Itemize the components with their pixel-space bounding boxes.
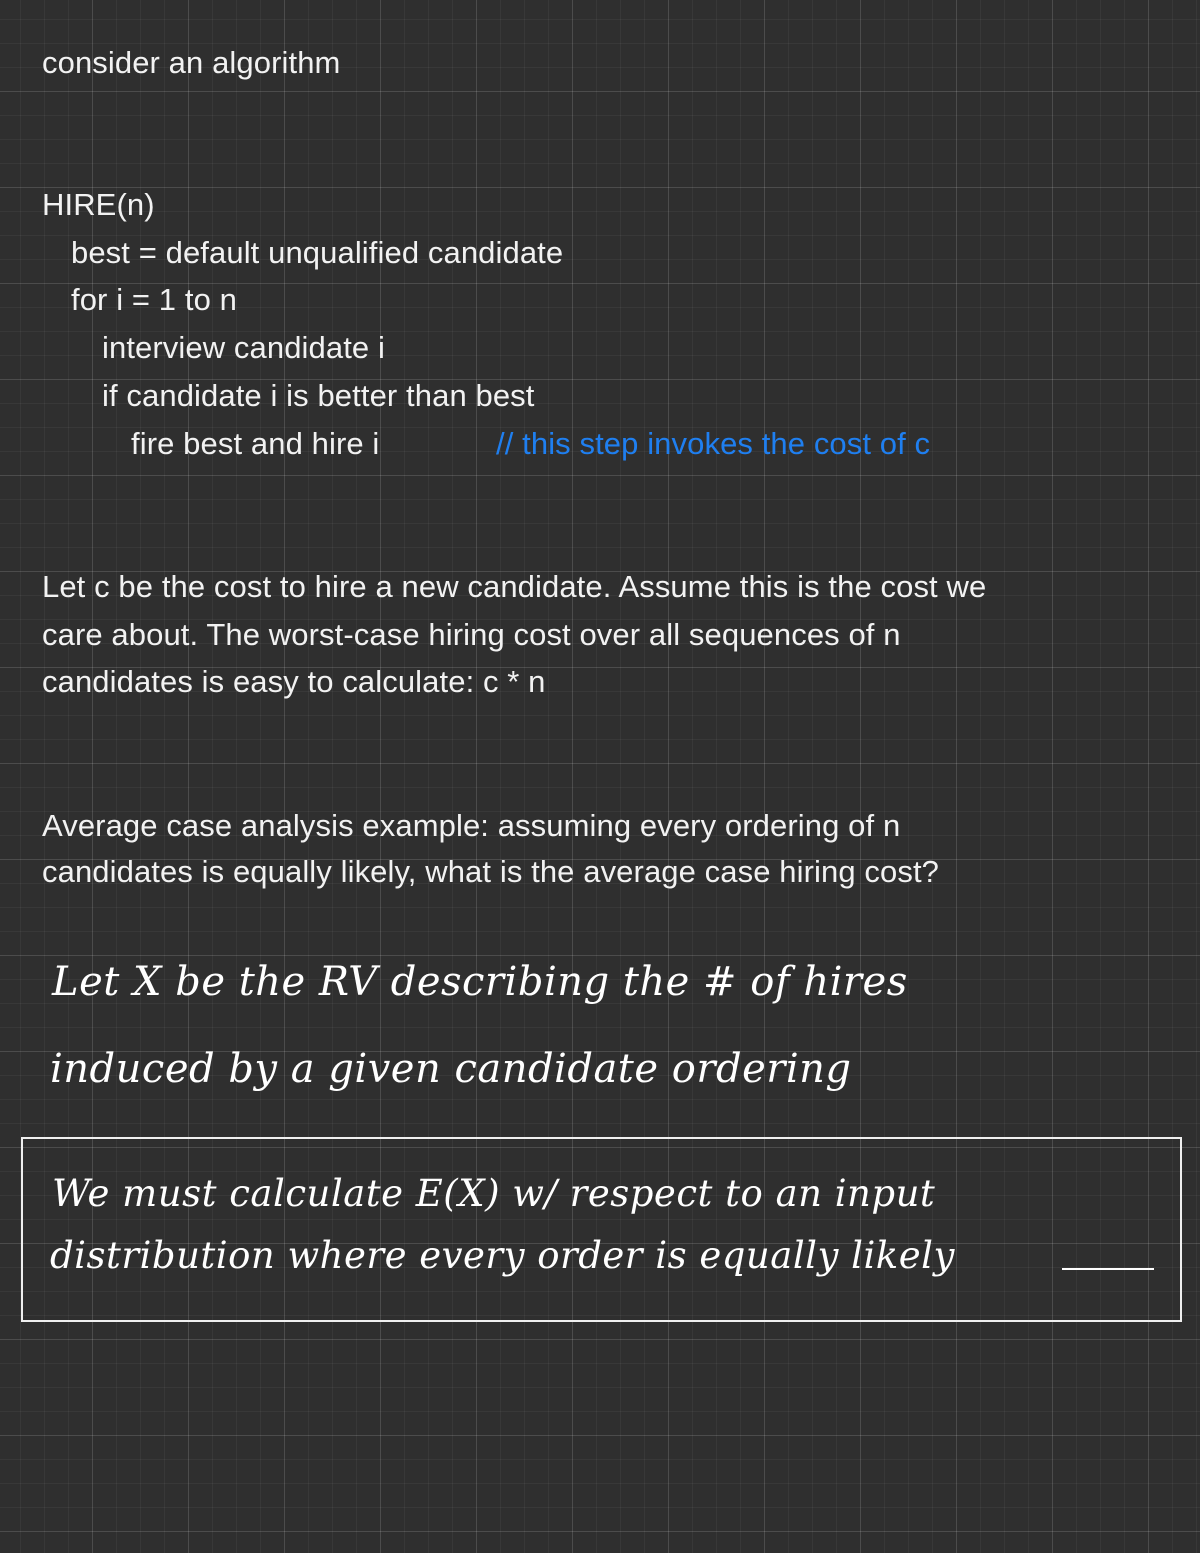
algorithm-line-2: for i = 1 to n <box>71 282 237 317</box>
algorithm-comment: // this step invokes the cost of c <box>496 426 931 461</box>
algorithm-line-1: best = default unqualified candidate <box>71 235 564 270</box>
handwritten-underline <box>1062 1268 1154 1270</box>
average-case-line-1: Average case analysis example: assuming every ordering of n <box>42 808 901 843</box>
algorithm-line-4: if candidate i is better than best <box>102 378 535 413</box>
algorithm-name: HIRE(n) <box>42 187 155 222</box>
handwritten-definition-line-2: induced by a given candidate ordering <box>50 1046 852 1092</box>
boxed-note <box>21 1137 1182 1322</box>
boxed-note-line-1: We must calculate E(X) w/ respect to an input <box>52 1172 936 1215</box>
handwritten-definition-line-1: Let X be the RV describing the # of hires <box>52 959 908 1005</box>
worst-case-line-2: care about. The worst-case hiring cost over all sequences of n <box>42 617 901 652</box>
boxed-note-line-2: distribution where every order is equally likely <box>50 1234 955 1277</box>
intro-text: consider an algorithm <box>42 45 341 80</box>
algorithm-line-3: interview candidate i <box>102 330 385 365</box>
worst-case-line-3: candidates is easy to calculate: c * n <box>42 664 546 699</box>
worst-case-line-1: Let c be the cost to hire a new candidate. Assume this is the cost we <box>42 569 987 604</box>
algorithm-line-5: fire best and hire i <box>131 426 380 461</box>
average-case-line-2: candidates is equally likely, what is the average case hiring cost? <box>42 854 939 889</box>
